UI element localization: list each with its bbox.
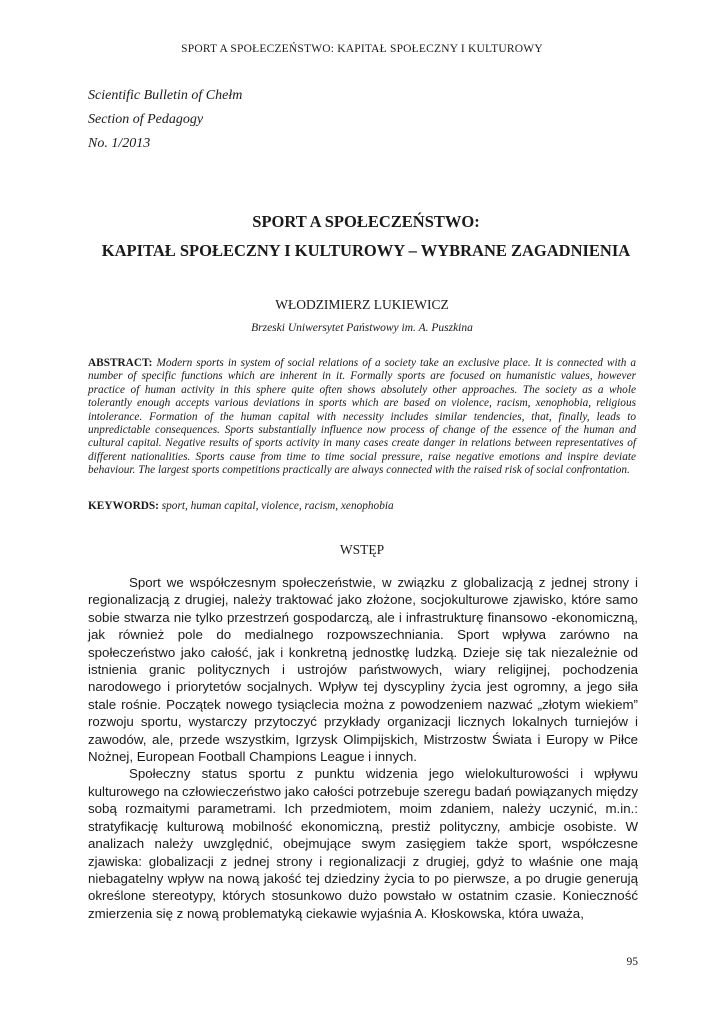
title-line-2: KAPITAŁ SPOŁECZNY I KULTUROWY – WYBRANE ZAGADNIENIA	[101, 241, 631, 260]
article-title	[60, 207, 672, 265]
author-name: WŁODZIMIERZ LUKIEWICZ	[275, 297, 449, 312]
journal-name: Scientific Bulletin of Chełm	[88, 88, 243, 103]
body-text	[88, 574, 638, 922]
page-number: 95	[626, 956, 638, 968]
abstract-text: Modern sports in system of social relations of a society take an exclusive place. It is connected with a number of specific functions which are inherent in it. Formally sports are focused on humanistic values, however practice of human activity in this sphere quite often shows absolutely other approaches. The society as a whole tolerantly enough accepts various deviations in sports which are based on violence, racism, xenophobia, religious intolerance. Formation of the human capital with necessity includes similar tendencies, that, finally, leads to unpredictable consequences. Sports substantially influence now process of change of the essence of the human and cultural capital. Negative results of sports activity in many cases create danger in relations between representatives of different nationalities. Sports cause from time to time social pressure, raise negative emotions and inspire deviate behaviour. The largest sports competitions practically are always connected with the raised risk of social confrontation.	[88, 357, 637, 477]
keywords-text: sport, human capital, violence, racism, xenophobia	[161, 500, 394, 512]
journal-section: Section of Pedagogy	[88, 112, 204, 127]
journal-issue: No. 1/2013	[88, 136, 151, 151]
journal-info	[88, 84, 242, 156]
abstract	[88, 357, 636, 478]
keywords-label: KEYWORDS:	[88, 500, 159, 512]
keywords	[88, 500, 636, 513]
abstract-label: ABSTRACT:	[88, 357, 153, 369]
author-affiliation: Brzeski Uniwersytet Państwowy im. A. Puszkina	[251, 322, 473, 334]
running-header: SPORT A SPOŁECZEŃSTWO: KAPITAŁ SPOŁECZNY I KULTUROWY	[181, 43, 543, 55]
paragraph: Sport we współczesnym społeczeństwie, w związku z globalizacją z jednej strony i regionalizacją z drugiej, należy traktować jako złożone, socjokulturowe zjawisko, które samo sobie stwarza nie tylko przestrzeń gospodarczą, ale i infrastrukturę finansowo -ekonomiczną, jak również pole do medialnego rozpowszechniania. Sport wpływa zarówno na społeczeństwo jako całość, jak i konkretną jednostkę ludzką. Dzieje się tak niezależnie od istnienia granic politycznych i ustrojów państwowych, wiary religijnej, pochodzenia narodowego i priorytetów socjalnych. Wpływ tej dyscypliny życia jest ogromny, a jego siła stale rośnie. Początek nowego tysiąclecia można z powodzeniem nazwać „złotym wiekiem” rozwoju sportu, wystarczy przytoczyć przykłady organizacji licznych lokalnych turniejów i zawodów, ale, przede wszystkim, Igrzysk Olimpijskich, Mistrzostw Świata i Europy w Piłce Nożnej, European Football Champions League i innych.	[88, 575, 638, 765]
paragraph: Społeczny status sportu z punktu widzenia jego wielokulturowości i wpływu kulturowego na człowieczeństwo jako całości potrzebuje szeregu badań powiązanych między sobą rozmaitymi parametrami. Ich przedmiotem, moim zdaniem, należy uczynić, m.in.: stratyfikację kulturową mobilność ekonomiczną, prestiż polityczny, ambicje osobiste. W analizach należy uwzględnić, obejmujące swym zasięgiem także sport, współczesne zjawiska: globalizacji z jednej strony i regionalizacji z drugiej, gdyż to właśnie one mają niebagatelny wpływ na nową jakość tej dziedziny życia to po pierwsze, a po drugie generują określone stereotypy, których stosunkowo dużo powstało w ostatnim czasie. Konieczność zmierzenia się z nową problematyką ciekawie wyjaśnia A. Kłoskowska, która uważa,	[88, 766, 638, 921]
title-line-1: SPORT A SPOŁECZEŃSTWO:	[252, 212, 480, 231]
section-heading: WSTĘP	[339, 542, 385, 557]
